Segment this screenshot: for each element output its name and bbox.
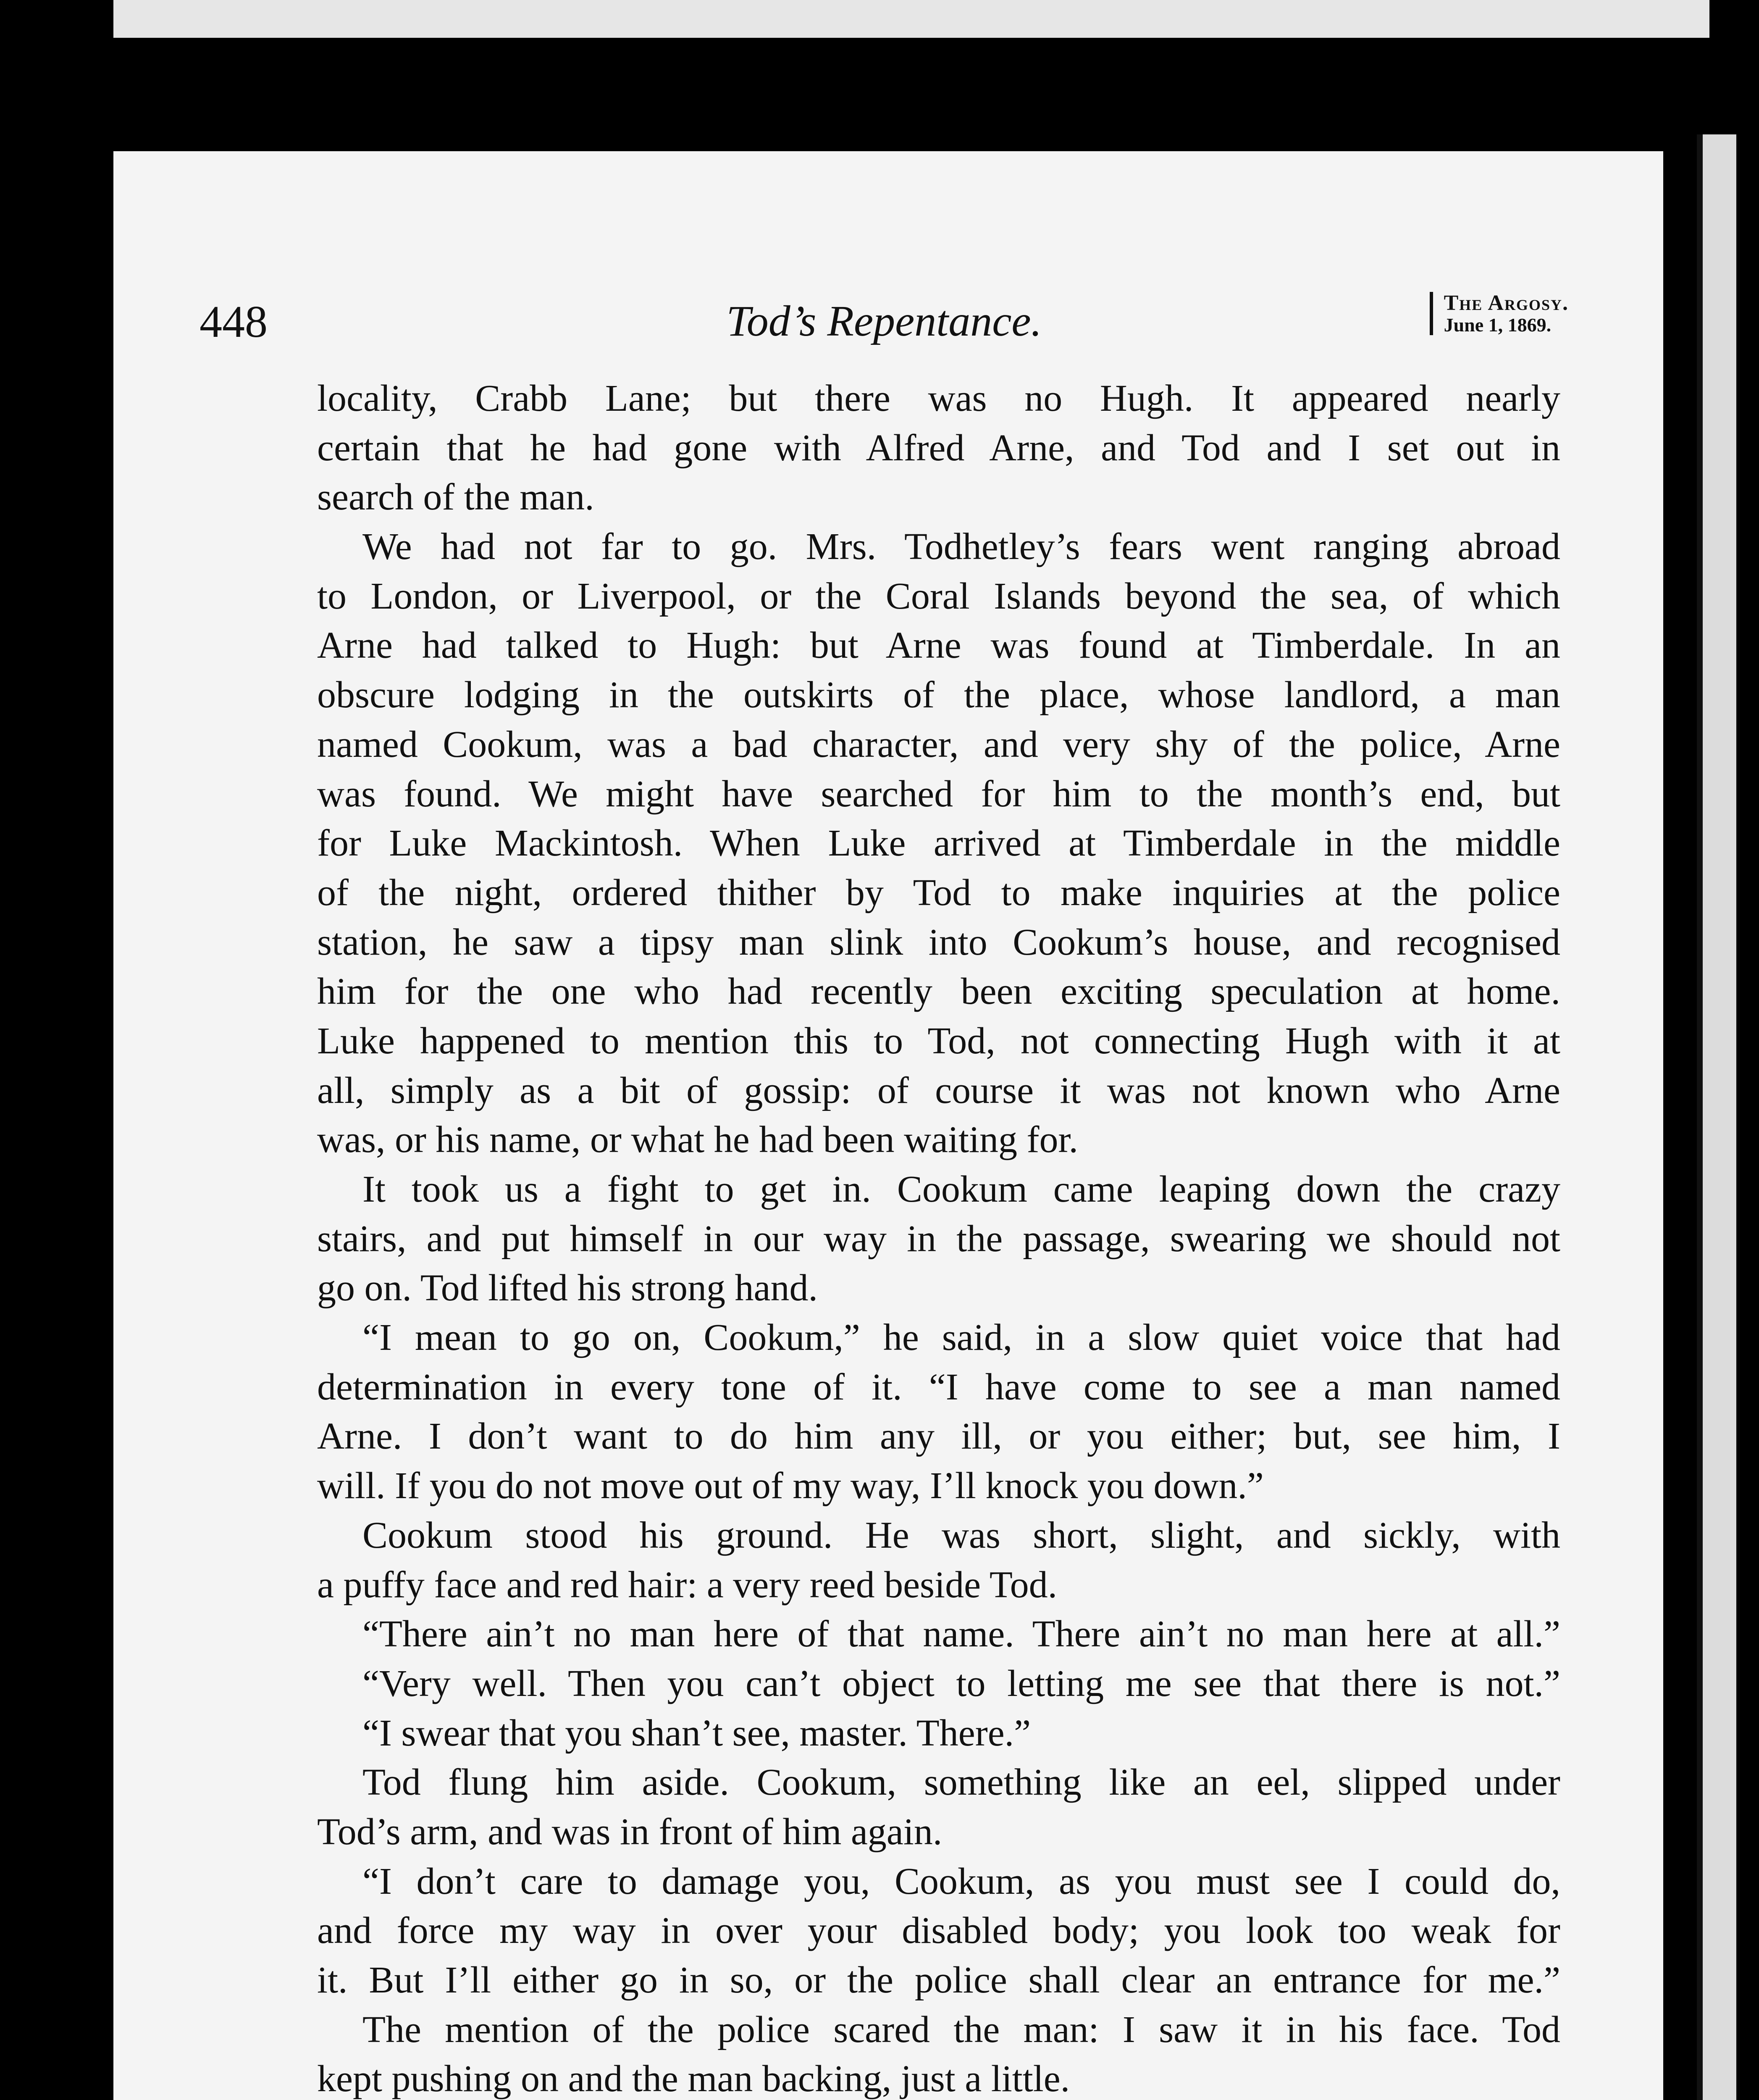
text-line: was, or his name, or what he had been waiting for.	[317, 1119, 1078, 1161]
text-line: “I swear that you shan’t see, master. There.”	[362, 1712, 1031, 1754]
text-line: certain that he had gone with Alfred Arne, and Tod and I set out in	[317, 427, 1560, 469]
page-number: 448	[200, 297, 268, 347]
text-line: kept pushing on and the man backing, just a little.	[317, 2058, 1070, 2100]
text-line: for Luke Mackintosh. When Luke arrived at Timberdale in the middle	[317, 822, 1560, 864]
source-publication: The Argosy.	[1444, 291, 1569, 315]
text-line: station, he saw a tipsy man slink into Cookum’s house, and recognised	[317, 921, 1560, 963]
text-line: go on. Tod lifted his strong hand.	[317, 1267, 818, 1309]
adjacent-page-edge	[1697, 134, 1736, 2100]
text-line: him for the one who had recently been exciting speculation at home.	[317, 971, 1560, 1013]
text-line: to London, or Liverpool, or the Coral Islands beyond the sea, of which	[317, 575, 1560, 617]
text-line: “I mean to go on, Cookum,” he said, in a slow quiet voice that had	[362, 1317, 1560, 1359]
text-line: and force my way in over your disabled body; you look too weak for	[317, 1910, 1560, 1952]
text-line: Tod flung him aside. Cookum, something like an eel, slipped under	[362, 1761, 1560, 1803]
text-line: all, simply as a bit of gossip: of course it was not known who Arne	[317, 1069, 1560, 1111]
source-note	[1430, 292, 1569, 335]
text-line: “There ain’t no man here of that name. There ain’t no man here at all.”	[362, 1613, 1560, 1655]
text-line: We had not far to go. Mrs. Todhetley’s fears went ranging abroad	[362, 526, 1560, 568]
text-line: Luke happened to mention this to Tod, not connecting Hugh with it at	[317, 1020, 1560, 1062]
text-line: of the night, ordered thither by Tod to make inquiries at the police	[317, 872, 1560, 914]
text-line: obscure lodging in the outskirts of the place, whose landlord, a man	[317, 674, 1560, 716]
running-head	[200, 292, 1569, 363]
text-line: Arne had talked to Hugh: but Arne was found at Timberdale. In an	[317, 625, 1560, 667]
text-line: search of the man.	[317, 476, 594, 518]
text-line: will. If you do not move out of my way, I’ll knock you down.”	[317, 1465, 1264, 1507]
text-line: “Very well. Then you can’t object to letting me see that there is not.”	[362, 1662, 1560, 1704]
text-line: It took us a fight to get in. Cookum came leaping down the crazy	[362, 1168, 1560, 1210]
text-line: The mention of the police scared the man: I saw it in his face. Tod	[362, 2008, 1560, 2050]
text-line: Cookum stood his ground. He was short, slight, and sickly, with	[362, 1514, 1560, 1556]
text-line: named Cookum, was a bad character, and very shy of the police, Arne	[317, 723, 1560, 765]
text-line: determination in every tone of it. “I have come to see a man named	[317, 1366, 1560, 1408]
text-line: a puffy face and red hair: a very reed beside Tod.	[317, 1564, 1058, 1606]
running-title: Tod’s Repentance.	[726, 297, 1042, 345]
body-text	[317, 374, 1560, 2100]
text-line: Arne. I don’t want to do him any ill, or you either; but, see him, I	[317, 1415, 1560, 1457]
text-line: stairs, and put himself in our way in the passage, swearing we should not	[317, 1218, 1560, 1260]
text-line: locality, Crabb Lane; but there was no Hugh. It appeared nearly	[317, 378, 1560, 419]
text-line: Tod’s arm, and was in front of him again.	[317, 1811, 943, 1853]
text-line: “I don’t care to damage you, Cookum, as you must see I could do,	[362, 1860, 1560, 1902]
source-date: June 1, 1869.	[1444, 314, 1552, 336]
text-line: was found. We might have searched for him to the month’s end, but	[317, 773, 1560, 815]
text-line: it. But I’ll either go in so, or the police shall clear an entrance for me.”	[317, 1959, 1560, 2001]
previous-page-edge	[113, 0, 1709, 38]
